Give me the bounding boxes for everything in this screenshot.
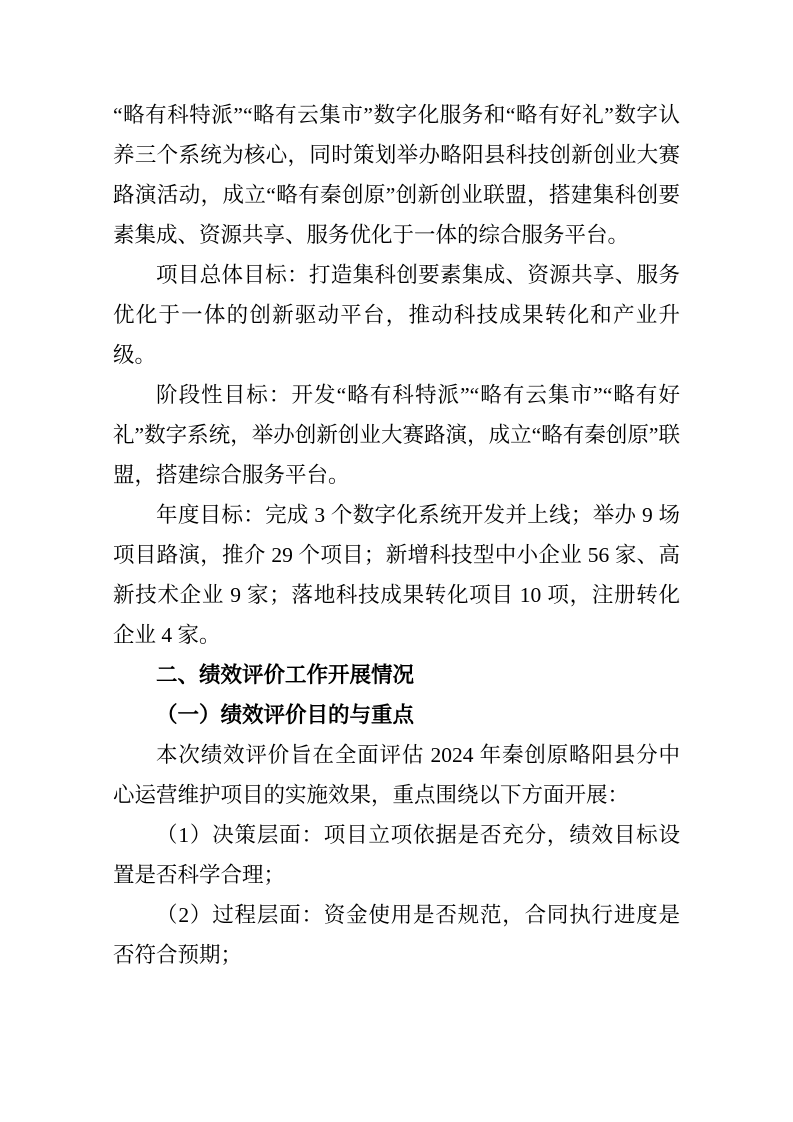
paragraph-annual-goal: 年度目标：完成 3 个数字化系统开发并上线；举办 9 场项目路演，推介 29 个项目；新增科技型中小企业 56 家、高新技术企业 9 家；落地科技成果转化项目 10 项，注册转化企业 4 家。 (113, 503, 680, 647)
paragraph-phase-goal: 阶段性目标：开发“略有科特派”“略有云集市”“略有好礼”数字系统，举办创新创业大赛路演，成立“略有秦创原”联盟，搭建综合服务平台。 (113, 383, 680, 487)
paragraph-systems-core-continuation: “略有科特派”“略有云集市”数字化服务和“略有好礼”数字认养三个系统为核心，同时策划举办略阳县科技创新创业大赛路演活动，成立“略有秦创原”创新创业联盟，搭建集科创要素集成、资源共享、服务优化于一体的综合服务平台。 (113, 103, 680, 247)
paragraph-evaluation-scope: 本次绩效评价旨在全面评估 2024 年秦创原略阳县分中心运营维护项目的实施效果，重点围绕以下方面开展： (113, 743, 680, 807)
paragraph-process-level: （2）过程层面：资金使用是否规范，合同执行进度是否符合预期； (113, 903, 680, 967)
subsection-heading-purpose-and-focus: （一）绩效评价目的与重点 (156, 703, 415, 727)
section-heading-evaluation-work: 二、绩效评价工作开展情况 (156, 663, 415, 687)
paragraph-overall-goal: 项目总体目标：打造集科创要素集成、资源共享、服务优化于一体的创新驱动平台，推动科技成果转化和产业升级。 (113, 263, 680, 367)
paragraph-decision-level: （1）决策层面：项目立项依据是否充分，绩效目标设置是否科学合理； (113, 823, 680, 887)
